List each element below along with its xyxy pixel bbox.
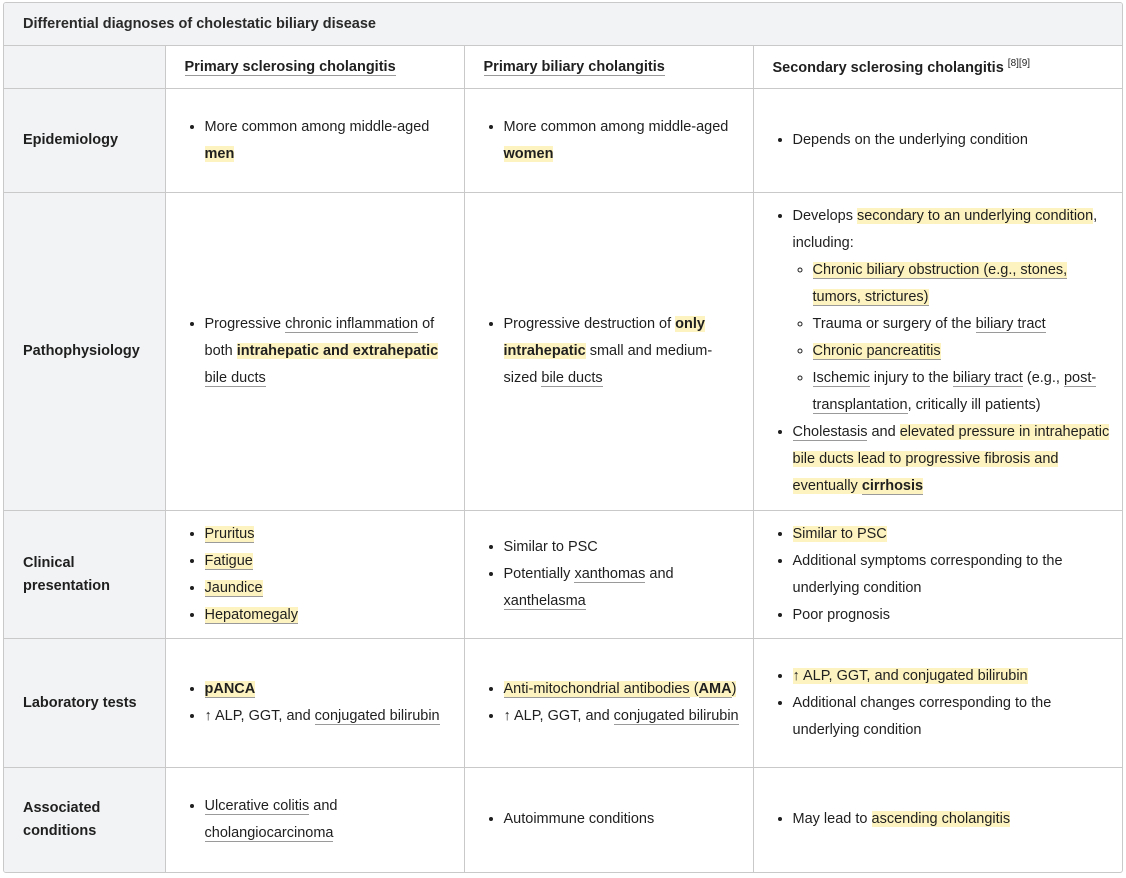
- list-item: • Autoimmune conditions: [504, 806, 743, 833]
- list-item: • Similar to PSC: [793, 521, 1115, 548]
- pruritus-link[interactable]: Pruritus: [204, 525, 255, 542]
- list-item: • Additional symptoms corresponding to the underlying condition: [793, 548, 1115, 602]
- cholestasis-link[interactable]: Cholestasis: [792, 424, 868, 440]
- reference-link[interactable]: [8][9]: [1007, 58, 1031, 70]
- differential-diagnosis-table: [3, 2, 1123, 873]
- ischemic-link[interactable]: Ischemic: [812, 370, 870, 386]
- column-header-psc: [165, 46, 464, 89]
- column-header-pbc: [464, 46, 753, 89]
- list-item: • May lead to ascending cholangitis: [793, 806, 1115, 833]
- list-item: • Anti-mitochondrial antibodies (AMA): [504, 676, 743, 703]
- list-item: [813, 257, 1115, 311]
- table-row: [4, 193, 1123, 511]
- corner-cell: [4, 46, 165, 89]
- list-item: • Progressive destruction of only intrahepatic small and medium-sized bile ducts: [504, 311, 743, 392]
- row-header-epidemiology: Epidemiology: [4, 89, 165, 193]
- cholangiocarcinoma-link[interactable]: cholangiocarcinoma: [204, 824, 334, 841]
- hepatomegaly-link[interactable]: Hepatomegaly: [204, 606, 298, 623]
- transplantation-link[interactable]: post-transplantation: [812, 370, 1097, 413]
- cell-ssc-lab: [753, 639, 1123, 768]
- biliary-tract-link[interactable]: biliary tract: [975, 316, 1046, 332]
- ssc-title: Secondary sclerosing cholangitis: [772, 59, 1004, 76]
- cell-ssc-clinical: [753, 511, 1123, 639]
- chronic-pancreatitis-link[interactable]: Chronic pancreatitis: [812, 343, 941, 359]
- list-item: • ↑ ALP, GGT, and conjugated bilirubin: [205, 703, 454, 730]
- row-header-clinical: Clinical presentation: [4, 511, 165, 639]
- list-item: • Poor prognosis: [793, 602, 1115, 629]
- bile-ducts-link[interactable]: bile ducts: [541, 370, 603, 386]
- chronic-inflammation-link[interactable]: chronic inflammation: [285, 316, 419, 332]
- list-item: [205, 602, 454, 629]
- table-row: [4, 89, 1123, 193]
- cell-ssc-associated: [753, 768, 1123, 872]
- list-item: • Cholestasis and elevated pressure in intrahepatic bile ducts lead to progressive fibrosis and eventually cirrhosis: [793, 419, 1115, 500]
- row-header-lab: Laboratory tests: [4, 639, 165, 768]
- cell-pbc-clinical: [464, 511, 753, 639]
- list-item: [205, 521, 454, 548]
- table-row: [4, 511, 1123, 639]
- conjugated-bilirubin-link[interactable]: conjugated bilirubin: [613, 708, 739, 724]
- cell-psc-epidemiology: [165, 89, 464, 193]
- list-item: • Similar to PSC: [504, 534, 743, 561]
- xanthelasma-link[interactable]: xanthelasma: [503, 593, 586, 609]
- cell-psc-associated: [165, 768, 464, 872]
- cell-psc-lab: [165, 639, 464, 768]
- list-item: • More common among middle-aged women: [504, 114, 743, 168]
- list-item: • Ulcerative colitis and cholangiocarcinoma: [205, 793, 454, 847]
- ama-abbrev-link[interactable]: AMA: [698, 681, 732, 697]
- jaundice-link[interactable]: Jaundice: [204, 579, 263, 596]
- list-item: ◦ Trauma or surgery of the biliary tract: [813, 311, 1115, 338]
- table-row: [4, 639, 1123, 768]
- list-item: ◦ Ischemic injury to the biliary tract (e.g., post-transplantation, critically ill patients): [813, 365, 1115, 419]
- pbc-link[interactable]: Primary biliary cholangitis: [483, 59, 665, 75]
- list-item: • Develops secondary to an underlying condition, including: ◦ Chronic biliary obstruction (e.g., stones, tumors, strictures) ◦ Trauma or surgery of the biliary tract ◦ Chronic pancreatitis ◦ Ischemic injury to the biliary tract (e.g., post-transplantation, critically ill patients): [793, 203, 1115, 419]
- ama-link[interactable]: Anti-mitochondrial antibodies: [503, 681, 690, 697]
- cell-ssc-epidemiology: [753, 89, 1123, 193]
- list-item: [205, 676, 454, 703]
- cirrhosis-link[interactable]: cirrhosis: [861, 478, 924, 494]
- list-item: • Additional changes corresponding to the underlying condition: [793, 690, 1115, 744]
- row-header-pathophysiology: Pathophysiology: [4, 193, 165, 511]
- list-item: [813, 338, 1115, 365]
- diagnosis-grid: [4, 46, 1123, 872]
- fatigue-link[interactable]: Fatigue: [204, 552, 253, 569]
- list-item: • More common among middle-aged men: [205, 114, 454, 168]
- list-item: • ↑ ALP, GGT, and conjugated bilirubin: [504, 703, 743, 730]
- column-header-ssc: [753, 46, 1123, 89]
- row-header-associated: Associated conditions: [4, 768, 165, 872]
- xanthomas-link[interactable]: xanthomas: [574, 566, 646, 582]
- bile-ducts-link[interactable]: bile ducts: [204, 370, 266, 386]
- biliary-obstruction-link[interactable]: Chronic biliary obstruction (e.g., stones, tumors, strictures): [812, 262, 1068, 305]
- list-item: • Depends on the underlying condition: [793, 127, 1115, 154]
- cell-pbc-epidemiology: [464, 89, 753, 193]
- panca-link[interactable]: pANCA: [204, 681, 256, 697]
- table-row: [4, 768, 1123, 872]
- conjugated-bilirubin-link[interactable]: conjugated bilirubin: [314, 708, 440, 724]
- list-item: • ↑ ALP, GGT, and conjugated bilirubin: [793, 663, 1115, 690]
- list-item: [205, 548, 454, 575]
- ulcerative-colitis-link[interactable]: Ulcerative colitis: [204, 797, 310, 814]
- biliary-tract-link[interactable]: biliary tract: [952, 370, 1023, 386]
- psc-link[interactable]: Primary sclerosing cholangitis: [184, 59, 396, 75]
- cell-pbc-lab: [464, 639, 753, 768]
- cell-ssc-pathophysiology: [753, 193, 1123, 511]
- list-item: • Potentially xanthomas and xanthelasma: [504, 561, 743, 615]
- cell-pbc-pathophysiology: [464, 193, 753, 511]
- cell-pbc-associated: [464, 768, 753, 872]
- table-caption: Differential diagnoses of cholestatic biliary disease: [4, 3, 1122, 46]
- cell-psc-pathophysiology: [165, 193, 464, 511]
- header-row: [4, 46, 1123, 89]
- cell-psc-clinical: [165, 511, 464, 639]
- list-item: [205, 575, 454, 602]
- list-item: • Progressive chronic inflammation of both intrahepatic and extrahepatic bile ducts: [205, 311, 454, 392]
